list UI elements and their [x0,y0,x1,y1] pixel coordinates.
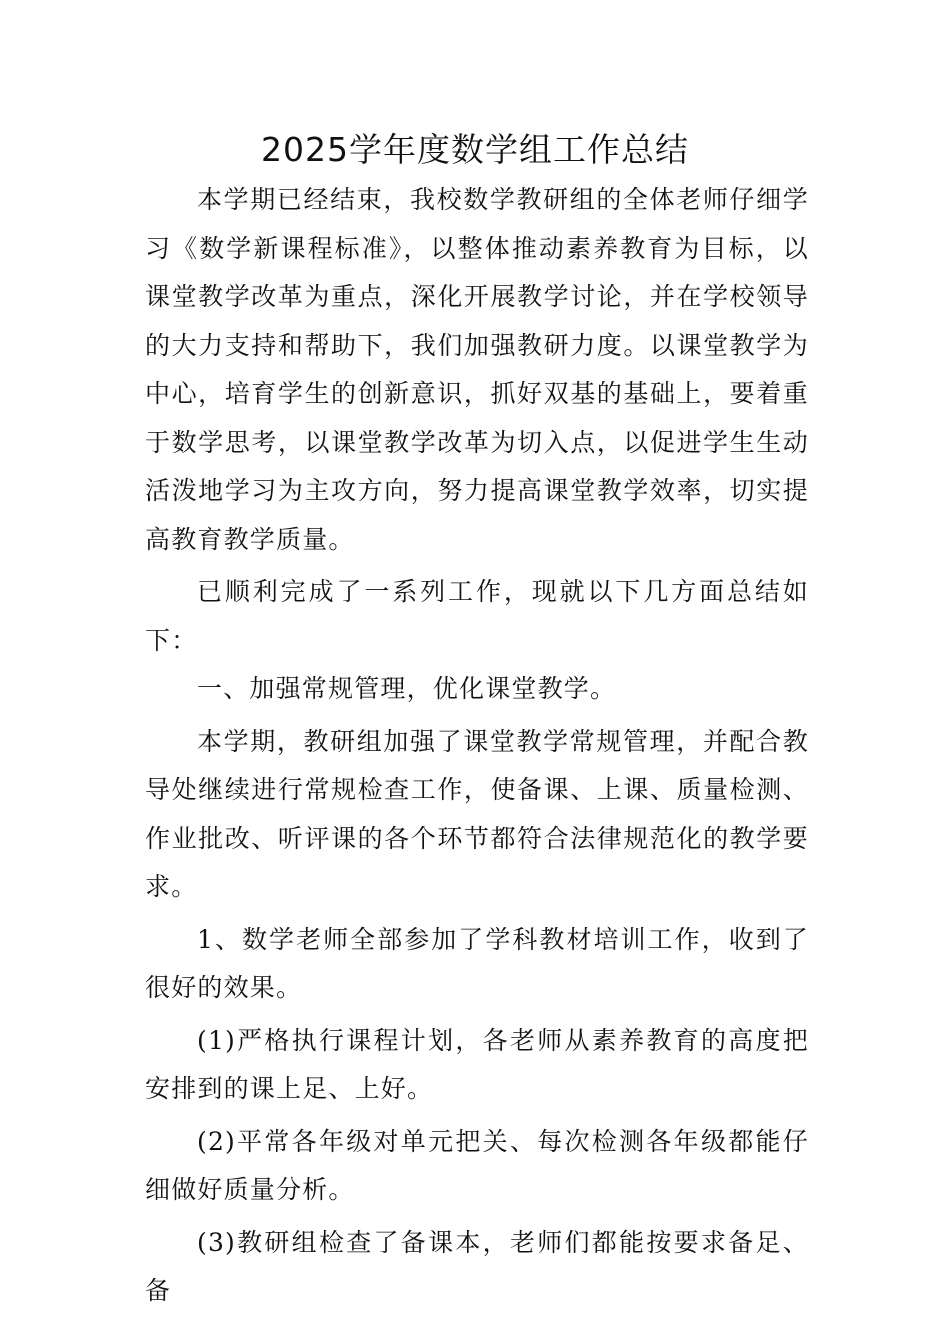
paragraph-routine-management: 本学期，教研组加强了课堂教学常规管理，并配合教导处继续进行常规检查工作，使备课、上课、质量检测、作业批改、听评课的各个环节都符合法律规范化的教学要求。 [145,726,809,901]
section-heading-1: 一、加强常规管理，优化课堂教学。 [197,674,617,703]
paragraph-subitem-3: (3)教研组检查了备课本，老师们都能按要求备足、备 [145,1227,809,1305]
paragraph-item-1: 1、数学老师全部参加了学科教材培训工作，收到了很好的效果。 [145,924,809,1002]
paragraph-intro: 本学期已经结束，我校数学教研组的全体老师仔细学习《数学新课程标准》，以整体推动素养教育为目标，以课堂教学改革为重点，深化开展教学讨论，并在学校领导的大力支持和帮助下，我们加强教研力度。以课堂教学为中心，培育学生的创新意识，抓好双基的基础上，要着重于数学思考，以课堂教学改革为切入点，以促进学生生动活泼地学习为主攻方向，努力提高课堂教学效率，切实提高教育教学质量。 [145,185,809,554]
paragraph-subitem-1: (1)严格执行课程计划，各老师从素养教育的高度把安排到的课上足、上好。 [145,1025,809,1103]
document-body [145,176,809,1316]
paragraph-subitem-2: (2)平常各年级对单元把关、每次检测各年级都能仔细做好质量分析。 [145,1126,809,1204]
paragraph-summary-lead: 已顺利完成了一系列工作，现就以下几方面总结如下： [145,577,809,655]
document-title: 2025学年度数学组工作总结 [261,130,689,169]
